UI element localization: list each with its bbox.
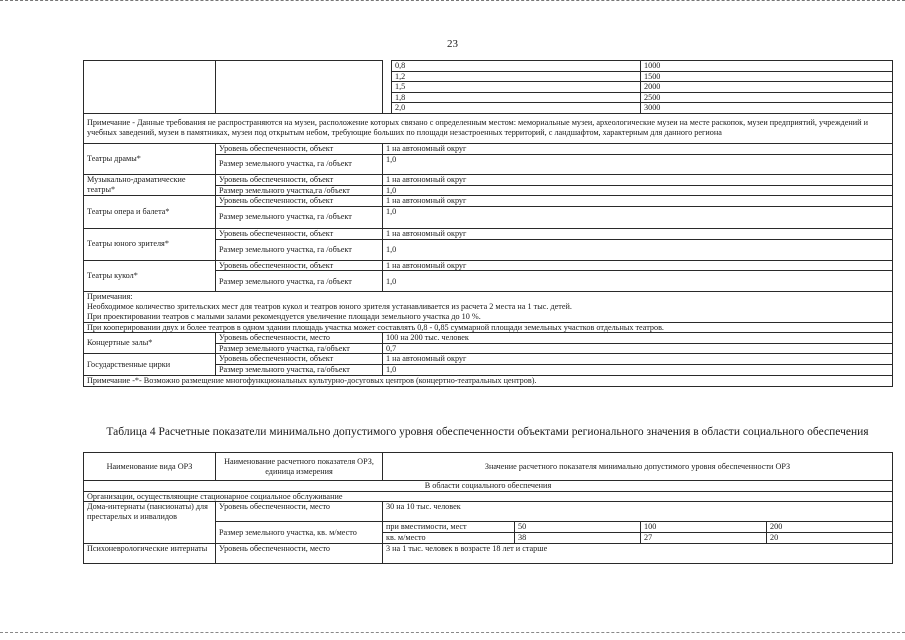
table-row xyxy=(84,543,893,563)
note-row xyxy=(84,375,893,386)
facility-name: Театры драмы* xyxy=(84,143,216,174)
value-cell: 1,0 xyxy=(383,364,893,375)
indicator-cell: Уровень обеспеченности, объект xyxy=(216,143,383,154)
empty-cell xyxy=(84,61,216,114)
facility-name: Музыкально-драматические театры* xyxy=(84,174,216,196)
note-row xyxy=(84,113,893,143)
facility-name: Дома-интернаты (пансионаты) для престарелых и инвалидов xyxy=(84,502,216,544)
culture-facilities-table xyxy=(83,60,893,387)
facility-name: Психоневрологические интернаты xyxy=(84,543,216,563)
note-row xyxy=(84,292,893,302)
capacity-cell: 2,0 xyxy=(392,103,641,114)
table-row xyxy=(84,333,893,344)
value-cell: 1,0 xyxy=(383,271,893,292)
header-cell: Наименование вида ОРЗ xyxy=(84,453,216,481)
empty-cell xyxy=(383,61,392,114)
header-row xyxy=(84,453,893,481)
table-row xyxy=(84,354,893,365)
subsection-title: Организации, осуществляющие стационарное социальное обслуживание xyxy=(84,491,893,502)
facility-name: Концертные залы* xyxy=(84,333,216,354)
indicator-cell: Размер земельного участка, га/объект xyxy=(216,364,383,375)
note-line: При проектировании театров с малыми залами рекомендуется увеличение площади земельного участка до 10 %. xyxy=(84,312,893,322)
table-caption: Таблица 4 Расчетные показатели минимально допустимого уровня обеспеченности объектами регионального значения в области социального обеспечения xyxy=(106,426,869,438)
capacity-cell: 50 xyxy=(515,522,641,533)
value-cell: 1 на автономный округ xyxy=(383,228,893,239)
notes-title: Примечания: xyxy=(84,292,893,302)
table-row xyxy=(84,174,893,185)
capacity-cell: 200 xyxy=(767,522,893,533)
indicator-cell: Уровень обеспеченности, объект xyxy=(216,228,383,239)
area-cell: 38 xyxy=(515,533,641,544)
header-cell: Наименование расчетного показателя ОРЗ, единица измерения xyxy=(216,453,383,481)
indicator-cell: Размер земельного участка, кв. м/место xyxy=(216,522,383,544)
area-cell: 20 xyxy=(767,533,893,544)
area-cell: 1000 xyxy=(641,61,893,72)
table-row xyxy=(84,61,893,72)
indicator-cell: Размер земельного участка, га /объект xyxy=(216,271,383,292)
indicator-cell: Размер земельного участка, га /объект xyxy=(216,206,383,228)
note-row xyxy=(84,302,893,312)
indicator-cell: Размер земельного участка, га /объект xyxy=(216,154,383,174)
area-cell: 27 xyxy=(641,533,767,544)
facility-name: Театры опера и балета* xyxy=(84,196,216,229)
indicator-cell: Размер земельного участка, га/объект xyxy=(216,343,383,354)
indicator-cell: Уровень обеспеченности, объект xyxy=(216,354,383,365)
area-cell: 3000 xyxy=(641,103,893,114)
area-cell: 1500 xyxy=(641,71,893,82)
note-line: При кооперировании двух и более театров в одном здании площадь участка может составлять 0,8 - 0,85 суммарной площади земельных участков отдельных театров. xyxy=(84,322,893,333)
value-cell: 1 на автономный округ xyxy=(383,174,893,185)
value-cell: 1 на автономный округ xyxy=(383,354,893,365)
capacity-cell: 1,5 xyxy=(392,82,641,93)
page-number: 23 xyxy=(447,38,458,50)
value-cell: 1,0 xyxy=(383,239,893,260)
section-row xyxy=(84,491,893,502)
section-title: В области социального обеспечения xyxy=(84,481,893,492)
capacity-cell: 100 xyxy=(641,522,767,533)
capacity-cell: 1,2 xyxy=(392,71,641,82)
table-row xyxy=(84,228,893,239)
final-note: Примечание -*- Возможно размещение многофункциональных культурно-досуговых центров (концертно-театральных центров). xyxy=(84,375,893,386)
indicator-cell: Уровень обеспеченности, объект xyxy=(216,260,383,271)
value-cell: 1 на автономный округ xyxy=(383,143,893,154)
indicator-cell: Уровень обеспеченности, место xyxy=(216,333,383,344)
social-facilities-table xyxy=(83,452,893,564)
facility-name: Государственные цирки xyxy=(84,354,216,375)
empty-cell xyxy=(216,61,383,114)
value-cell: 1,0 xyxy=(383,154,893,174)
value-cell: 1,0 xyxy=(383,185,893,196)
capacity-cell: 0,8 xyxy=(392,61,641,72)
area-label: кв. м/место xyxy=(383,533,515,544)
museum-note: Примечание - Данные требования не распространяются на музеи, расположение которых связано с определенным местом: мемориальные музеи, археологические музеи на месте раскопок, музеи предприятий, учреждений и учебных заведений, музеи в памятниках, музеи под открытым небом, требующие больших по площади незастроенных территорий, с ландшафтом, характерным для данного региона xyxy=(84,113,893,143)
note-row xyxy=(84,322,893,333)
indicator-cell: Размер земельного участка, га /объект xyxy=(216,239,383,260)
indicator-cell: Размер земельного участка,га /объект xyxy=(216,185,383,196)
value-cell: 1,0 xyxy=(383,206,893,228)
area-cell: 2500 xyxy=(641,92,893,103)
indicator-cell: Уровень обеспеченности, место xyxy=(216,502,383,522)
capacity-label: при вместимости, мест xyxy=(383,522,515,533)
table-row xyxy=(84,143,893,154)
note-row xyxy=(84,312,893,322)
value-cell: 30 на 10 тыс. человек xyxy=(383,502,893,522)
facility-name: Театры юного зрителя* xyxy=(84,228,216,260)
indicator-cell: Уровень обеспеченности, место xyxy=(216,543,383,563)
section-row xyxy=(84,481,893,492)
scan-edge-top xyxy=(0,0,905,5)
facility-name: Театры кукол* xyxy=(84,260,216,292)
note-line: Необходимое количество зрительских мест для театров кукол и театров юного зрителя устанавливается из расчета 2 места на 1 тыс. детей. xyxy=(84,302,893,312)
value-cell: 0,7 xyxy=(383,343,893,354)
table-row xyxy=(84,502,893,522)
value-cell: 100 на 200 тыс. человек xyxy=(383,333,893,344)
value-cell: 1 на автономный округ xyxy=(383,260,893,271)
value-cell: 3 на 1 тыс. человек в возрасте 18 лет и старше xyxy=(383,543,893,563)
indicator-cell: Уровень обеспеченности, объект xyxy=(216,196,383,207)
table-row xyxy=(84,196,893,207)
indicator-cell: Уровень обеспеченности, объект xyxy=(216,174,383,185)
header-cell: Значение расчетного показателя минимально допустимого уровня обеспеченности ОРЗ xyxy=(383,453,893,481)
scan-edge-bottom xyxy=(0,632,905,633)
table-row xyxy=(84,260,893,271)
area-cell: 2000 xyxy=(641,82,893,93)
capacity-cell: 1,8 xyxy=(392,92,641,103)
value-cell: 1 на автономный округ xyxy=(383,196,893,207)
